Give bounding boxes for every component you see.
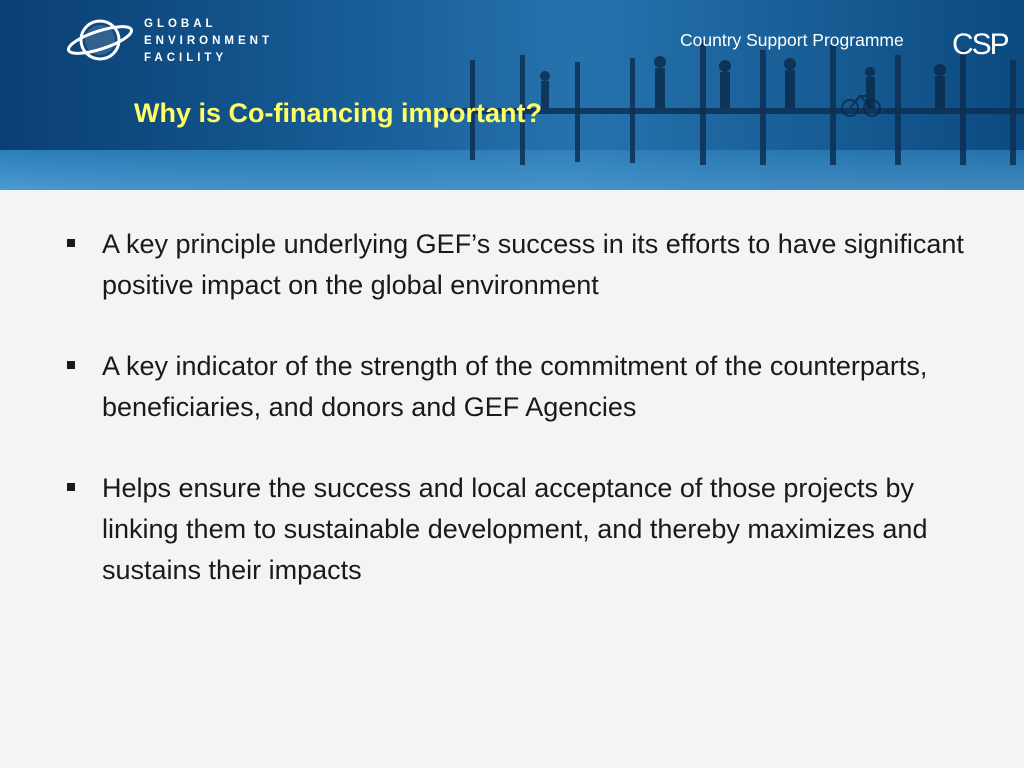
square-bullet-icon xyxy=(67,483,75,491)
list-item-text: A key indicator of the strength of the commitment of the counterparts, beneficiaries, and donors and GEF Agencies xyxy=(102,351,928,422)
slide-title: Why is Co-financing important? xyxy=(134,98,542,128)
square-bullet-icon xyxy=(67,239,75,247)
gef-wordmark-line: ENVIRONMENT xyxy=(144,35,273,47)
list-item-text: Helps ensure the success and local acceptance of those projects by linking them to sustainable development, and thereby maximizes and sustains their impacts xyxy=(102,473,928,585)
square-bullet-icon xyxy=(67,361,75,369)
list-item xyxy=(64,468,984,591)
list-item xyxy=(64,224,984,306)
svg-text:CSP: CSP xyxy=(952,28,1008,61)
bullet-list xyxy=(64,224,984,631)
list-item-text: A key principle underlying GEF’s success in its efforts to have significant positive impact on the global environment xyxy=(102,229,964,300)
globe-orbit-icon xyxy=(66,21,134,59)
gef-wordmark xyxy=(144,16,273,67)
gef-wordmark-line: FACILITY xyxy=(144,52,228,64)
gef-wordmark-line: GLOBAL xyxy=(144,18,217,30)
list-item xyxy=(64,346,984,428)
programme-label: Country Support Programme xyxy=(680,30,904,50)
slide-header xyxy=(0,0,1024,190)
csp-logo xyxy=(952,22,1012,62)
